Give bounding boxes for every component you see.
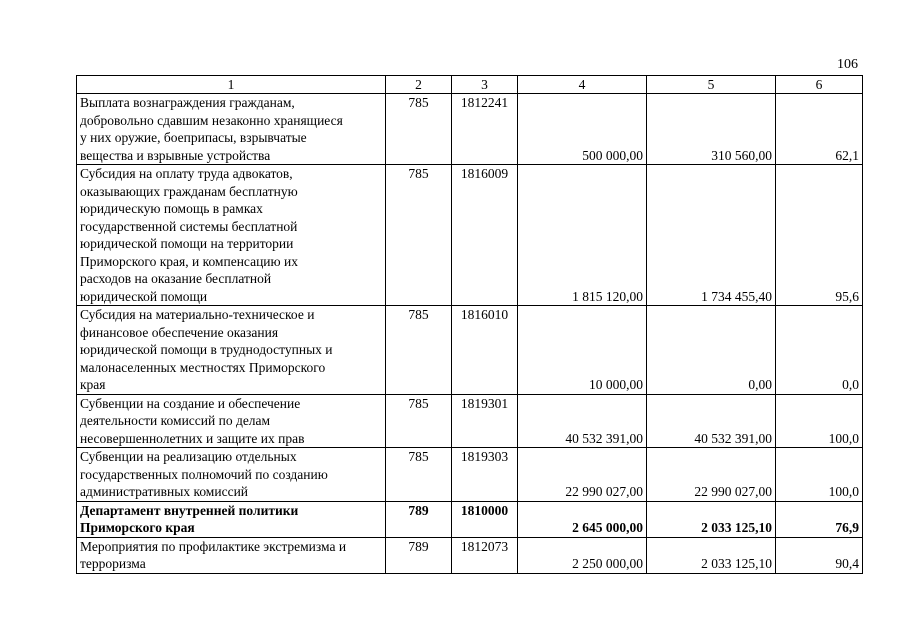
- page-number: 106: [837, 57, 858, 72]
- column-header: 4: [518, 76, 647, 94]
- row-name: [77, 165, 386, 306]
- planned-amount: 500 000,00: [518, 94, 647, 165]
- row-name-line: финансовое обеспечение оказания: [80, 324, 279, 340]
- row-name-line: государственных полномочий по созданию: [80, 466, 328, 482]
- row-name-line: государственной системы бесплатной: [80, 218, 298, 234]
- row-name: [77, 448, 386, 502]
- header-row: [77, 76, 863, 94]
- planned-amount: 10 000,00: [518, 306, 647, 395]
- percent-executed: 90,4: [776, 537, 863, 573]
- actual-amount: 1 734 455,40: [647, 165, 776, 306]
- table-row: [77, 394, 863, 448]
- actual-amount: 310 560,00: [647, 94, 776, 165]
- percent-executed: 100,0: [776, 448, 863, 502]
- actual-amount: 2 033 125,10: [647, 537, 776, 573]
- target-code: 1816010: [452, 306, 518, 395]
- planned-amount: 40 532 391,00: [518, 394, 647, 448]
- row-name-line: вещества и взрывные устройства: [80, 147, 271, 163]
- target-code: 1819301: [452, 394, 518, 448]
- row-name-line: административных комиссий: [80, 484, 249, 499]
- planned-amount: 1 815 120,00: [518, 165, 647, 306]
- table-row: [77, 537, 863, 573]
- row-name-line: Мероприятия по профилактике экстремизма и: [80, 538, 347, 554]
- row-name-line: Приморского края: [80, 520, 195, 535]
- table-row: [77, 94, 863, 165]
- dept-code: 789: [386, 537, 452, 573]
- row-name-line: несовершеннолетних и защите их прав: [80, 430, 305, 446]
- dept-code: 785: [386, 448, 452, 502]
- column-header: 1: [77, 76, 386, 94]
- row-name-line: Субвенции на создание и обеспечение: [80, 395, 301, 411]
- row-name-line: деятельности комиссий по делам: [80, 413, 271, 428]
- target-code: 1812241: [452, 94, 518, 165]
- dept-code: 785: [386, 394, 452, 448]
- row-name-line: Субсидия на материально-техническое и: [80, 307, 315, 322]
- row-name: [77, 501, 386, 537]
- row-name-line: терроризма: [80, 556, 146, 571]
- row-name-line: Субвенции на реализацию отдельных: [80, 449, 297, 464]
- target-code: 1812073: [452, 537, 518, 573]
- row-name-line: оказывающих гражданам бесплатную: [80, 183, 298, 199]
- target-code: 1819303: [452, 448, 518, 502]
- row-name-line: юридической помощи в труднодоступных и: [80, 342, 333, 357]
- target-code: 1810000: [452, 501, 518, 537]
- row-name-line: юридической помощи на территории: [80, 236, 294, 251]
- percent-executed: 95,6: [776, 165, 863, 306]
- actual-amount: 22 990 027,00: [647, 448, 776, 502]
- actual-amount: 0,00: [647, 306, 776, 395]
- row-name: [77, 94, 386, 165]
- row-name-line: малонаселенных местностях Приморского: [80, 359, 326, 375]
- dept-code: 789: [386, 501, 452, 537]
- column-header: 6: [776, 76, 863, 94]
- column-header: 5: [647, 76, 776, 94]
- planned-amount: 22 990 027,00: [518, 448, 647, 502]
- planned-amount: 2 645 000,00: [518, 501, 647, 537]
- dept-code: 785: [386, 306, 452, 395]
- planned-amount: 2 250 000,00: [518, 537, 647, 573]
- actual-amount: 40 532 391,00: [647, 394, 776, 448]
- table-row: [77, 501, 863, 537]
- row-name-line: Субсидия на оплату труда адвокатов,: [80, 166, 293, 181]
- row-name-line: Приморского края, и компенсацию их: [80, 253, 298, 269]
- target-code: 1816009: [452, 165, 518, 306]
- dept-code: 785: [386, 94, 452, 165]
- row-name: [77, 306, 386, 395]
- column-header: 2: [386, 76, 452, 94]
- row-name-line: расходов на оказание бесплатной: [80, 271, 272, 286]
- table-row: [77, 306, 863, 395]
- row-name-line: добровольно сдавшим незаконно хранящиеся: [80, 112, 343, 128]
- actual-amount: 2 033 125,10: [647, 501, 776, 537]
- row-name-line: Выплата вознаграждения гражданам,: [80, 95, 295, 110]
- budget-table: [76, 75, 863, 574]
- row-name-line: юридической помощи: [80, 288, 208, 304]
- row-name-line: у них оружие, боеприпасы, взрывчатые: [80, 130, 307, 145]
- table-row: [77, 165, 863, 306]
- dept-code: 785: [386, 165, 452, 306]
- row-name: [77, 537, 386, 573]
- row-name: [77, 394, 386, 448]
- row-name-line: края: [80, 377, 106, 392]
- percent-executed: 62,1: [776, 94, 863, 165]
- row-name-line: юридическую помощь в рамках: [80, 201, 263, 216]
- row-name-line: Департамент внутренней политики: [80, 502, 299, 518]
- percent-executed: 100,0: [776, 394, 863, 448]
- percent-executed: 76,9: [776, 501, 863, 537]
- percent-executed: 0,0: [776, 306, 863, 395]
- table-row: [77, 448, 863, 502]
- column-header: 3: [452, 76, 518, 94]
